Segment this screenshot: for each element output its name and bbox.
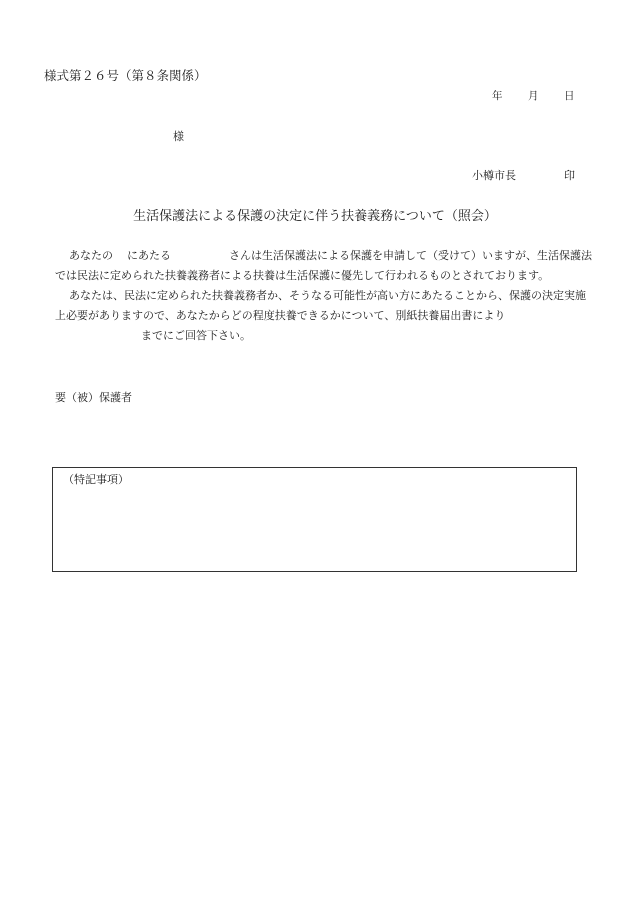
body-p1-part-b: にあたる (127, 249, 171, 262)
body-text (55, 246, 593, 346)
seal-mark: 印 (564, 169, 575, 182)
body-p1-part-c: さんは生活保護法による保護を申請して（受けて）いますが、生活保護法では民法に定められた扶養義務者による扶養は生活保護に優先して行われるものとされております。 (55, 249, 592, 282)
notes-box (52, 467, 577, 572)
sender-line (472, 167, 575, 183)
sender-name: 小樽市長 (472, 169, 516, 182)
addressee-suffix: 様 (173, 130, 184, 143)
body-p2-part-b: までにご回答下さい。 (141, 329, 251, 342)
document-title: 生活保護法による保護の決定に伴う扶養義務について（照会） (133, 209, 497, 224)
body-p2-part-a: あなたは、民法に定められた扶養義務者か、そうなる可能性が高い方にあたることから、保護の決定実施上必要がありますので、あなたからどの程度扶養できるかについて、別紙扶養届出書により (55, 289, 586, 322)
body-p1-part-a: あなたの (69, 249, 113, 262)
notes-label: （特記事項） (63, 473, 129, 486)
date-month-label: 月 (528, 90, 539, 102)
date-year-label: 年 (492, 90, 503, 102)
date-line (492, 88, 575, 103)
body-paragraph-1 (55, 246, 593, 286)
date-day-label: 日 (564, 90, 575, 102)
applicant-label: 要（被）保護者 (55, 391, 132, 404)
form-number: 様式第２６号（第８条関係） (44, 68, 207, 83)
body-paragraph-2 (55, 286, 593, 346)
